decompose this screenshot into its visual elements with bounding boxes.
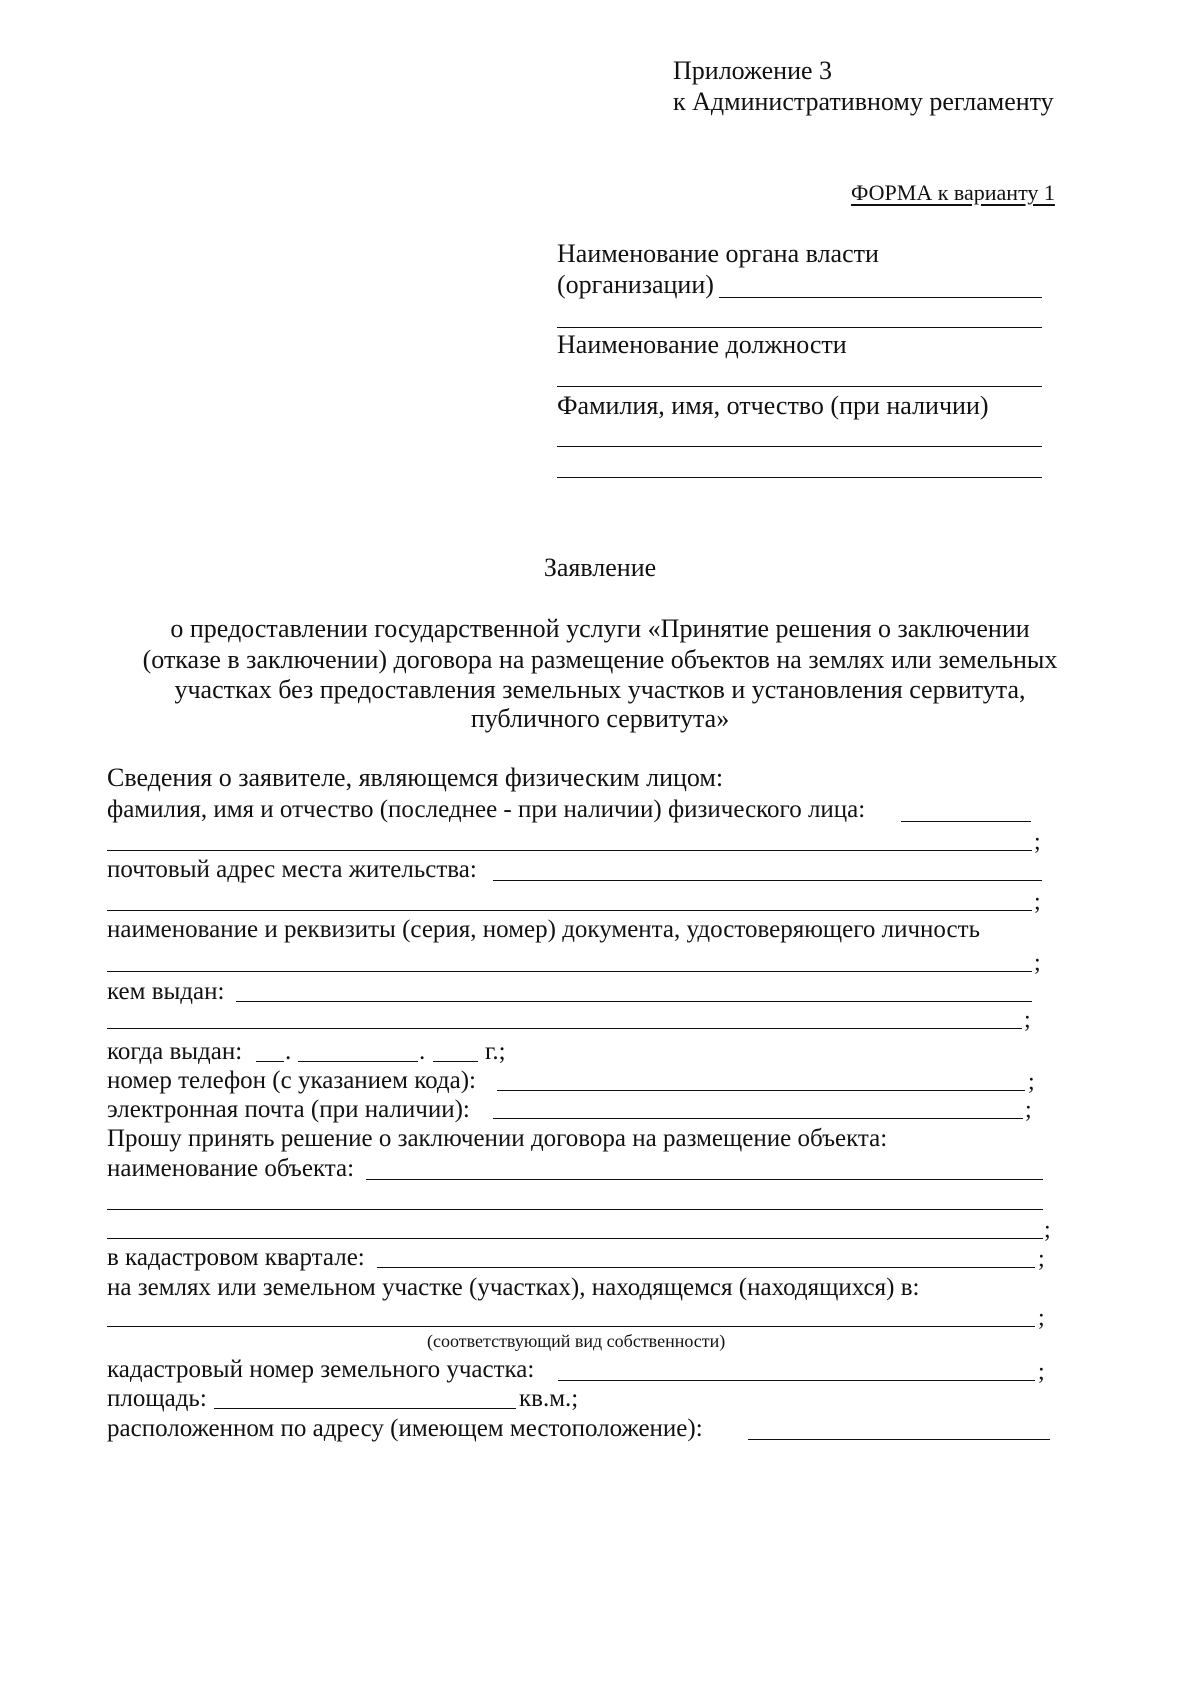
- date-separator: .: [285, 1038, 292, 1065]
- form-variant: ФОРМА к варианту 1: [851, 180, 1055, 205]
- subtitle-line-4: публичного сервитута»: [470, 704, 730, 733]
- applicant-heading: Сведения о заявителе, являющемся физическим лицом:: [107, 763, 724, 792]
- full-name-field-2[interactable]: [557, 477, 1042, 478]
- position-field[interactable]: [557, 386, 1042, 387]
- semicolon: ;: [1034, 889, 1041, 915]
- object-name-field[interactable]: [366, 1179, 1043, 1180]
- address-label: расположенном по адресу (имеющем местоположение):: [107, 1415, 703, 1442]
- issued-by-field-2[interactable]: [107, 1028, 1022, 1029]
- issued-when-label: когда выдан:: [107, 1038, 243, 1065]
- id-document-field[interactable]: [107, 971, 1032, 972]
- issued-month-field[interactable]: [298, 1061, 418, 1062]
- semicolon: ;: [1024, 1007, 1031, 1033]
- area-field[interactable]: [214, 1408, 516, 1409]
- regulation-reference: к Административному регламенту: [673, 87, 1054, 116]
- semicolon: ;: [1044, 1217, 1051, 1243]
- applicant-full-name-field[interactable]: [901, 821, 1031, 822]
- object-name-field-3[interactable]: [107, 1238, 1043, 1239]
- request-intro: Прошу принять решение о заключении договора на размещение объекта:: [107, 1125, 888, 1152]
- semicolon: ;: [1028, 1069, 1035, 1095]
- postal-address-field[interactable]: [493, 880, 1042, 881]
- semicolon: ;: [1025, 1097, 1032, 1123]
- issued-day-field[interactable]: [256, 1061, 284, 1062]
- lands-label: на землях или земельном участке (участках), находящемся (находящихся) в:: [107, 1274, 920, 1301]
- postal-address-field-2[interactable]: [107, 910, 1032, 911]
- issued-year-field[interactable]: [433, 1061, 478, 1062]
- org-name-label: Наименование органа власти: [557, 239, 879, 268]
- phone-label: номер телефон (с указанием кода):: [107, 1067, 476, 1094]
- org-name-label-cont: (организации): [557, 270, 714, 299]
- object-name-label: наименование объекта:: [107, 1155, 355, 1182]
- issued-by-field[interactable]: [236, 1001, 1032, 1002]
- address-field[interactable]: [748, 1439, 1050, 1440]
- cadastral-quarter-label: в кадастровом квартале:: [107, 1244, 365, 1271]
- semicolon: ;: [1038, 1359, 1045, 1385]
- semicolon: ;: [1034, 829, 1041, 855]
- cadastral-number-field[interactable]: [558, 1380, 1035, 1381]
- date-separator: .: [419, 1038, 426, 1065]
- id-document-label: наименование и реквизиты (серия, номер) документа, удостоверяющего личность: [107, 916, 980, 943]
- ownership-caption: (соответствующий вид собственности): [427, 1331, 726, 1351]
- phone-field[interactable]: [497, 1090, 1025, 1091]
- subtitle-line-2: (отказе в заключении) договора на размещение объектов на землях или земельных: [142, 645, 1058, 674]
- issued-by-label: кем выдан:: [107, 978, 225, 1005]
- area-unit: кв.м.;: [519, 1385, 579, 1412]
- semicolon: ;: [1034, 950, 1041, 976]
- email-label: электронная почта (при наличии):: [107, 1096, 470, 1123]
- applicant-full-name-label: фамилия, имя и отчество (последнее - при наличии) физического лица:: [107, 796, 866, 823]
- issued-when-suffix: г.;: [485, 1038, 506, 1065]
- email-field[interactable]: [493, 1118, 1023, 1119]
- postal-address-label: почтовый адрес места жительства:: [107, 856, 477, 883]
- subtitle-line-3: участках без предоставления земельных участков и установления сервитута,: [174, 675, 1026, 704]
- semicolon: ;: [1038, 1305, 1045, 1331]
- area-label: площадь:: [107, 1385, 207, 1412]
- full-name-field[interactable]: [557, 446, 1042, 447]
- org-name-field[interactable]: [719, 297, 1042, 298]
- document-title: Заявление: [543, 553, 657, 582]
- cadastral-number-label: кадастровый номер земельного участка:: [107, 1356, 535, 1383]
- appendix-number: Приложение 3: [673, 56, 833, 85]
- subtitle-line-1: о предоставлении государственной услуги «Принятие решения о заключении: [170, 614, 1030, 643]
- ownership-field[interactable]: [107, 1326, 1035, 1327]
- semicolon: ;: [1038, 1246, 1045, 1272]
- applicant-full-name-field-2[interactable]: [107, 850, 1032, 851]
- full-name-label: Фамилия, имя, отчество (при наличии): [557, 391, 989, 420]
- org-name-field-2[interactable]: [557, 327, 1042, 328]
- object-name-field-2[interactable]: [107, 1209, 1043, 1210]
- position-label: Наименование должности: [557, 330, 847, 359]
- cadastral-quarter-field[interactable]: [377, 1267, 1035, 1268]
